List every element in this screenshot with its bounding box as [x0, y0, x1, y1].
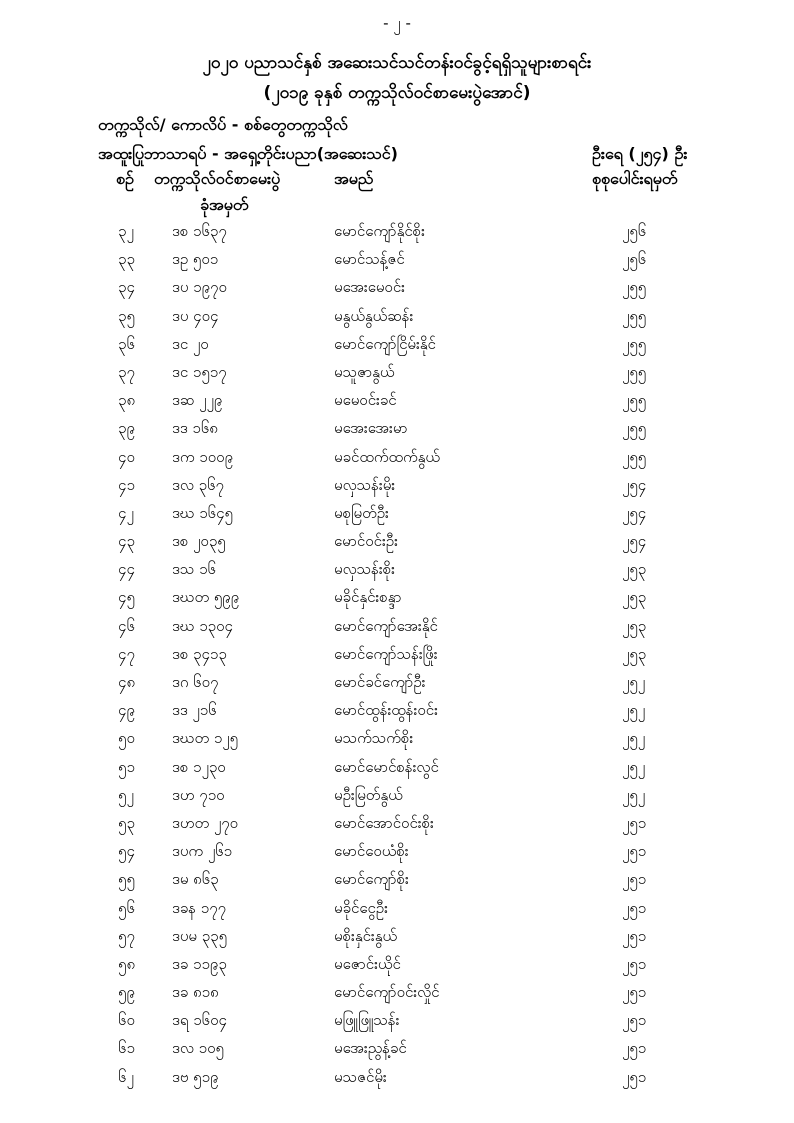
row-number: ၃၉ [118, 419, 135, 438]
table-row [0, 814, 794, 842]
table-row [0, 532, 794, 560]
subject-line: အထူးပြုဘာသာရပ် - အရှေ့တိုင်းပညာ(အဆေးသင်) [98, 144, 398, 163]
total-score: ၂၅၅ [622, 306, 647, 325]
roll-number: ဒသ ၁၆ [172, 560, 216, 579]
row-number: ၃၂ [118, 222, 134, 240]
row-number: ၅၂ [118, 785, 134, 804]
roll-number: ဒစ ၂၀၃၅ [172, 532, 226, 551]
roll-number: ဒဃ ၁၆၄၅ [172, 503, 233, 522]
header-no: စဉ် [116, 169, 134, 188]
roll-number: ဒလ ၁၀၅ [172, 1039, 224, 1058]
roll-number: ဒခ ၈၁၈ [172, 983, 219, 1002]
student-name: မမေဝင်းခင် [334, 391, 397, 410]
row-number: ၄၆ [118, 616, 135, 635]
table-row [0, 1011, 794, 1039]
table-row [0, 222, 794, 250]
table-row [0, 504, 794, 532]
total-score: ၂၅၂ [622, 757, 646, 776]
total-score: ၂၅၃ [622, 616, 647, 635]
table-row [0, 250, 794, 278]
student-name: မောင်ထွန်းထွန်းဝင်း [334, 701, 438, 720]
student-name: မောင်ဝင်းဦး [334, 532, 398, 551]
total-score: ၂၅၁ [622, 1039, 647, 1058]
roll-number: ဒဒ ၂၁၆ [172, 701, 217, 720]
table-row [0, 617, 794, 645]
table-row [0, 560, 794, 588]
row-number: ၃၈ [118, 391, 136, 410]
total-score: ၂၅၃ [622, 560, 647, 579]
row-number: ၅၉ [118, 983, 135, 1002]
student-name: မောင်အောင်ဝင်းစိုး [334, 813, 434, 832]
row-number: ၅၅ [118, 870, 135, 889]
student-name: မသူဇာနွယ် [334, 362, 395, 381]
roll-number: ဒဟ ၇၁၀ [172, 785, 225, 804]
table-row [0, 955, 794, 983]
row-number: ၅၁ [118, 757, 135, 776]
student-name: မဖြူဖြူသန်း [334, 1011, 400, 1030]
student-name: မသဇင်မိုး [334, 1067, 387, 1086]
row-number: ၃၆ [118, 334, 135, 353]
roll-number: ဒဥ ၅၀၁ [172, 250, 219, 269]
roll-number: ဒပ ၁၉၇၀ [172, 278, 227, 297]
roll-number: ဒစ ၁၂၃၀ [172, 757, 226, 776]
total-score: ၂၅၅ [622, 334, 647, 353]
row-number: ၆၁ [118, 1039, 135, 1058]
roll-number: ဒင ၁၅၁၇ [172, 362, 227, 381]
total-score: ၂၅၅ [622, 391, 647, 410]
document-title: ၂၀၂၀ ပညာသင်နှစ် အဆေးသင်သင်တန်းဝင်ခွင့်ရရှိသူများစာရင်း [202, 53, 592, 73]
row-number: ၆၀ [118, 1011, 135, 1030]
table-row [0, 870, 794, 898]
university-line: တက္ကသိုလ်/ ကောလိပ် - စစ်တွေတက္ကသိုလ် [98, 115, 348, 134]
row-number: ၅၆ [118, 898, 135, 917]
row-number: ၄၂ [118, 503, 134, 522]
table-row [0, 307, 794, 335]
row-number: ၃၇ [118, 362, 135, 381]
roll-number: ဒရ ၁၆၀၄ [172, 1011, 227, 1030]
total-score: ၂၅၅ [622, 447, 647, 466]
student-name: မောင်ကျော်စိုး [334, 870, 409, 889]
row-number: ၄၈ [118, 673, 136, 691]
roll-number: ဒဟတ ၂၇၀ [172, 813, 239, 832]
row-number: ၅၀ [118, 729, 135, 748]
roll-number: ဒလ ၃၆၇ [172, 475, 224, 494]
row-number: ၄၉ [118, 701, 135, 720]
row-number: ၃၃ [118, 250, 135, 269]
results-table [0, 222, 794, 1096]
student-name: မောင်ကျော်အေးနိုင် [334, 616, 438, 635]
table-row [0, 983, 794, 1011]
student-name: မခင်ထက်ထက်နွယ် [334, 447, 440, 466]
student-name: မောင်ဝေယံစိုး [334, 842, 409, 861]
page-number: - ၂ - [383, 14, 411, 32]
student-name: မောင်ကျော်နိုင်စိုး [334, 222, 425, 240]
header-roll-number-line2: ခုံအမှတ် [200, 195, 249, 214]
row-number: ၄၇ [118, 644, 135, 663]
total-score: ၂၅၂ [622, 785, 646, 804]
table-row [0, 363, 794, 391]
total-score: ၂၅၆ [622, 222, 647, 240]
total-score: ၂၅၄ [622, 475, 647, 494]
student-name: မလှသန်းမိုး [334, 475, 396, 494]
student-name: မဇောင်းယိုင် [334, 954, 401, 973]
total-score: ၂၅၅ [622, 419, 647, 438]
document-subtitle: (၂၀၁၉ ခုနှစ် တက္ကသိုလ်ဝင်စာမေးပွဲအောင်) [263, 83, 531, 103]
roll-number: ဒခန ၁၇၇ [172, 898, 227, 917]
student-name: မစိုးနှင်းနွယ် [334, 926, 398, 945]
roll-number: ဒဃတ ၅၉၉ [172, 588, 240, 607]
student-name: မောင်ကျော်သန်းဖြိုး [334, 644, 438, 663]
roll-number: ဒင ၂၀ [172, 334, 209, 353]
table-row [0, 476, 794, 504]
row-number: ၅၄ [118, 842, 135, 861]
table-row [0, 758, 794, 786]
total-score: ၂၅၁ [622, 926, 647, 945]
total-score: ၂၅၁ [622, 870, 647, 889]
table-row [0, 1039, 794, 1067]
roll-number: ဒဗ ၅၁၉ [172, 1067, 219, 1086]
roll-number: ဒပ ၄၀၄ [172, 306, 219, 325]
roll-number: ဒဂ ၆၀၇ [172, 673, 219, 691]
total-score: ၂၅၁ [622, 813, 647, 832]
total-score: ၂၅၃ [622, 644, 647, 663]
roll-number: ဒခ ၁၁၉၃ [172, 954, 227, 973]
table-row [0, 786, 794, 814]
header-name: အမည် [334, 169, 374, 188]
table-row [0, 1068, 794, 1096]
student-name: မလှသန်းစိုး [334, 560, 395, 579]
roll-number: ဒစ ၃၄၁၃ [172, 644, 227, 663]
total-score: ၂၅၂ [622, 729, 646, 748]
student-name: မအေးညွန့်ခင် [334, 1039, 407, 1058]
roll-number: ဒမ ၈၆၃ [172, 870, 219, 889]
row-number: ၄၅ [118, 588, 135, 607]
table-row [0, 448, 794, 476]
table-row [0, 419, 794, 447]
roll-number: ဒပက ၂၆၁ [172, 842, 233, 861]
total-score: ၂၅၁ [622, 842, 647, 861]
student-name: မစုမြတ်ဦး [334, 503, 389, 522]
total-score: ၂၅၄ [622, 503, 647, 522]
table-row [0, 927, 794, 955]
table-row [0, 391, 794, 419]
roll-number: ဒဒ ၁၆၈ [172, 419, 218, 438]
table-row [0, 701, 794, 729]
table-row [0, 588, 794, 616]
roll-number: ဒဃ ၁၃၀၄ [172, 616, 233, 635]
quota-line: ဦးရေ (၂၅၄) ဦး [592, 144, 688, 163]
roll-number: ဒက ၁၀၀၉ [172, 447, 234, 466]
total-score: ၂၅၅ [622, 278, 647, 297]
table-row [0, 842, 794, 870]
row-number: ၃၄ [118, 278, 135, 297]
total-score: ၂၅၂ [622, 673, 646, 691]
roll-number: ဒဆ ၂၂၉ [172, 391, 223, 410]
student-name: မဦးမြတ်နွယ် [334, 785, 403, 804]
row-number: ၄၁ [118, 475, 135, 494]
row-number: ၅၃ [118, 813, 135, 832]
row-number: ၄၀ [118, 447, 135, 466]
row-number: ၄၄ [118, 560, 135, 579]
total-score: ၂၅၅ [622, 362, 647, 381]
student-name: မောင်ခင်ကျော်ဦး [334, 673, 426, 691]
student-name: မအေးမေဝင်း [334, 278, 405, 297]
row-number: ၅၈ [118, 954, 136, 973]
roll-number: ဒပမ ၃၃၅ [172, 926, 228, 945]
student-name: မအေးအေးမာ [334, 419, 408, 438]
row-number: ၆၂ [118, 1067, 134, 1086]
roll-number: ဒစ ၁၆၃၇ [172, 222, 227, 240]
student-name: မနွယ်နွယ်ဆန်း [334, 306, 414, 325]
student-name: မောင်သန့်ဇင် [334, 250, 405, 269]
student-name: မခိုင်နှင်းစန္ဒာ [334, 588, 402, 607]
header-score: စုစုပေါင်းရမှတ် [592, 169, 678, 188]
total-score: ၂၅၁ [622, 983, 647, 1002]
student-name: မောင်ကျော်ဝင်းလှိုင် [334, 983, 440, 1002]
row-number: ၃၅ [118, 306, 135, 325]
student-name: မသက်သက်စိုး [334, 729, 414, 748]
table-row [0, 278, 794, 306]
total-score: ၂၅၁ [622, 1011, 647, 1030]
total-score: ၂၅၁ [622, 954, 647, 973]
student-name: မခိုင်ငွေဦး [334, 898, 388, 917]
total-score: ၂၅၄ [622, 532, 647, 551]
roll-number: ဒဃတ ၁၂၅ [172, 729, 239, 748]
table-row [0, 645, 794, 673]
header-roll-number: တက္ကသိုလ်ဝင်စာမေးပွဲ [154, 169, 281, 188]
table-row [0, 335, 794, 363]
row-number: ၄၃ [118, 532, 135, 551]
total-score: ၂၅၂ [622, 701, 646, 720]
total-score: ၂၅၁ [622, 898, 647, 917]
table-row [0, 673, 794, 701]
row-number: ၅၇ [118, 926, 135, 945]
total-score: ၂၅၆ [622, 250, 647, 269]
student-name: မောင်ကျော်ငြိမ်းနိုင် [334, 334, 436, 353]
student-name: မောင်မောင်စန်းလွင် [334, 757, 439, 776]
total-score: ၂၅၁ [622, 1067, 647, 1086]
table-row [0, 729, 794, 757]
table-row [0, 899, 794, 927]
total-score: ၂၅၃ [622, 588, 647, 607]
